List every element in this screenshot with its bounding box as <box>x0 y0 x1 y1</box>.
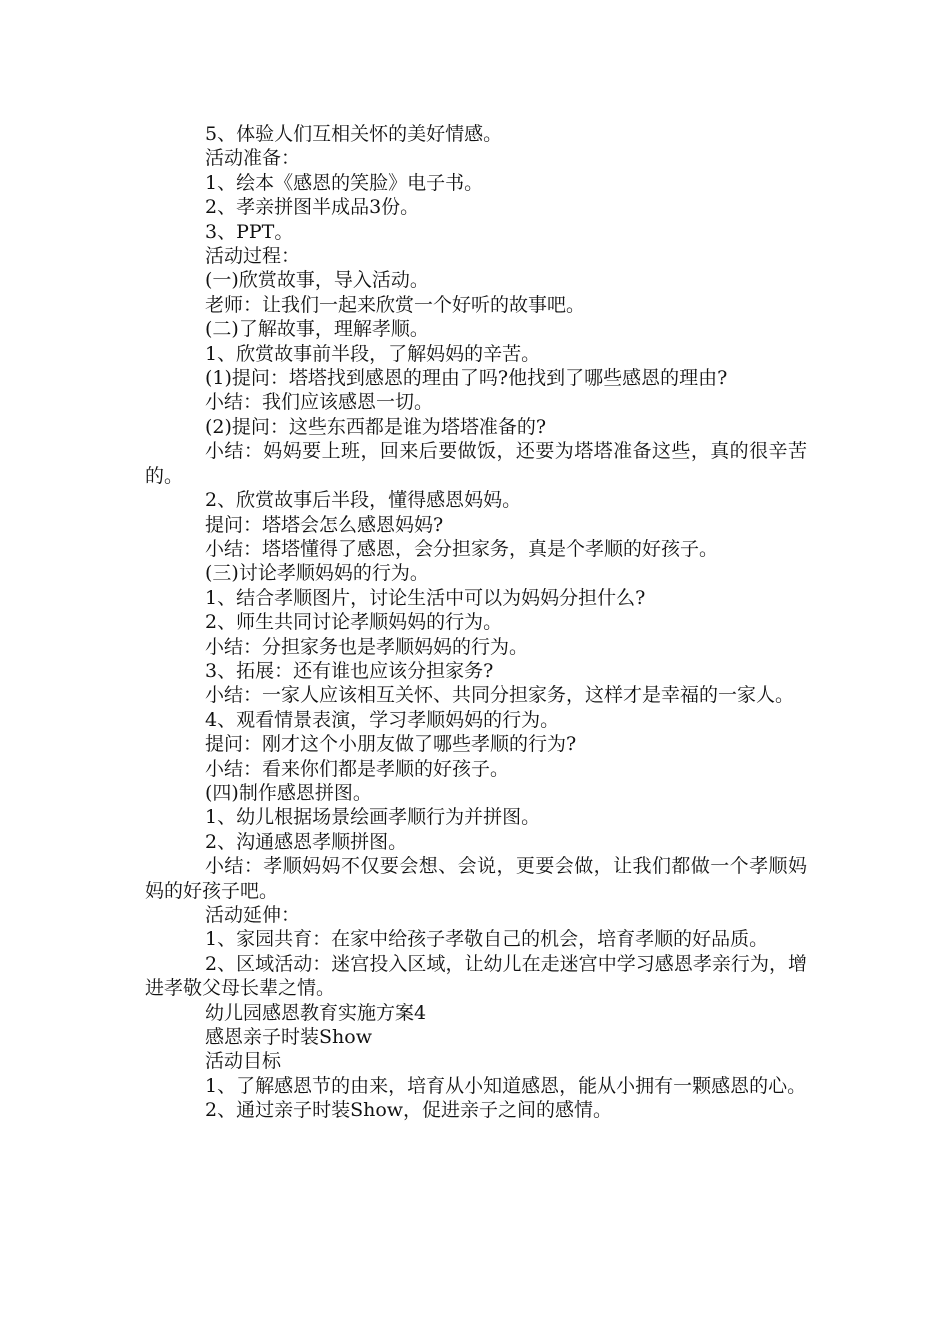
section-heading-process: 活动过程： <box>205 245 301 268</box>
activity-title: 感恩亲子时装Show <box>205 1026 372 1049</box>
paragraph-3: 1、绘本《感恩的笑脸》电子书。 <box>205 171 484 194</box>
paragraph-17: 小结：塔塔懂得了感恩，会分担家务，真是个孝顺的好孩子。 <box>205 537 719 560</box>
paragraph-38: 2、通过亲子时装Show，促进亲子之间的感情。 <box>205 1099 613 1122</box>
section-heading-goals: 活动目标 <box>205 1050 282 1073</box>
paragraph-25: 提问：刚才这个小朋友做了哪些孝顺的行为? <box>205 733 577 756</box>
paragraph-23: 小结：一家人应该相互关怀、共同分担家务，这样才是幸福的一家人。 <box>205 684 795 707</box>
paragraph-28: 1、幼儿根据场景绘画孝顺行为并拼图。 <box>205 806 541 829</box>
document-body <box>145 122 807 1123</box>
plan-title: 幼儿园感恩教育实施方案4 <box>205 1001 427 1024</box>
section-heading-extension: 活动延伸： <box>205 904 301 926</box>
paragraph-26: 小结：看来你们都是孝顺的好孩子。 <box>205 757 510 780</box>
paragraph-14: 小结：妈妈要上班，回来后要做饭，还要为塔塔准备这些，真的很辛苦的。 <box>145 440 807 487</box>
paragraph-7: (一)欣赏故事，导入活动。 <box>205 269 429 292</box>
paragraph-12: 小结：我们应该感恩一切。 <box>205 391 434 414</box>
paragraph-33: 2、区域活动：迷宫投入区域，让幼儿在走迷宫中学习感恩孝亲行为，增进孝敬父母长辈之情。 <box>145 952 807 1000</box>
paragraph-22: 3、拓展：还有谁也应该分担家务? <box>205 659 494 682</box>
paragraph-13: (2)提问：这些东西都是谁为塔塔准备的? <box>205 415 547 438</box>
paragraph-21: 小结：分担家务也是孝顺妈妈的行为。 <box>205 635 529 658</box>
paragraph-19: 1、结合孝顺图片，讨论生活中可以为妈妈分担什么? <box>205 586 646 609</box>
paragraph-9: (二)了解故事，理解孝顺。 <box>205 318 429 341</box>
paragraph-5: 3、PPT。 <box>205 220 294 243</box>
paragraph-27: (四)制作感恩拼图。 <box>205 781 372 804</box>
paragraph-29: 2、沟通感恩孝顺拼图。 <box>205 830 408 853</box>
paragraph-8: 老师：让我们一起来欣赏一个好听的故事吧。 <box>205 293 586 316</box>
paragraph-37: 1、了解感恩节的由来，培育从小知道感恩，能从小拥有一颗感恩的心。 <box>205 1074 807 1097</box>
section-heading-preparation: 活动准备： <box>205 147 301 170</box>
paragraph-24: 4、观看情景表演，学习孝顺妈妈的行为。 <box>205 708 560 731</box>
paragraph-30: 小结：孝顺妈妈不仅要会想、会说，更要会做，让我们都做一个孝顺妈妈的好孩子吧。 <box>145 855 807 902</box>
paragraph-15: 2、欣赏故事后半段，懂得感恩妈妈。 <box>205 489 522 512</box>
paragraph-20: 2、师生共同讨论孝顺妈妈的行为。 <box>205 611 503 634</box>
paragraph-16: 提问：塔塔会怎么感恩妈妈? <box>205 513 444 536</box>
paragraph-1: 5、体验人们互相关怀的美好情感。 <box>205 123 503 145</box>
paragraph-11: (1)提问：塔塔找到感恩的理由了吗?他找到了哪些感恩的理由? <box>205 367 728 390</box>
paragraph-32: 1、家园共育：在家中给孩子孝敬自己的机会，培育孝顺的好品质。 <box>205 928 769 951</box>
paragraph-4: 2、孝亲拼图半成品3份。 <box>205 196 420 219</box>
paragraph-18: (三)讨论孝顺妈妈的行为。 <box>205 562 429 585</box>
paragraph-10: 1、欣赏故事前半段，了解妈妈的辛苦。 <box>205 342 541 365</box>
